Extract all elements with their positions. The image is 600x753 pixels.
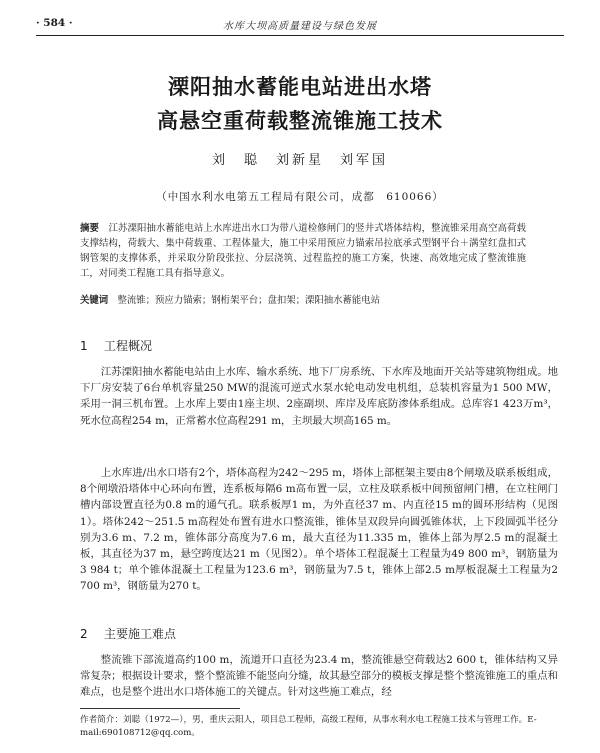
section1-paragraph-2: 上水库进/出水口塔有2个，塔体高程为242～295 m，塔体上部框架主要由8个闸墩及联系板组成，8个闸墩沿塔体中心环向布置，连系板每隔6 m高布置一层，立柱及联系板中间预留闸门槽，在立柱闸门槽内部设置直径为0.8 m的通气孔。联系板厚1 m，为外直径37 m、内直径15 m的圆环形结构（见图1）。塔体242～251.5 m高程处布置有进水口整流锥，锥体呈双段异向圆弧锥体状，上下段圆弧半径分别为3.6 m、7.2 m，锥体部分高度为7.6 m，最大直径为11.335 m，锥体上部为厚2.5 m的混凝土板，其直径为37 m，悬空跨度达21 m（见图2）。单个塔体工程混凝土工程量为49 800 m³，钢筋量为3 984 t；单个锥体混凝土工程量为123.6 m³，钢筋量为7.5 t，锥体上部2.5 m厚板混凝土工程量为2 700 m³，钢筋量为270 t。 [80,467,558,593]
affiliation: （中国水利水电第五工程局有限公司，成都 610066） [156,191,444,203]
author-footnote: 作者简介：刘聪（1972—），男，重庆云阳人，项目总工程师，高级工程师，从事水利水电工程施工技术与管理工作。E-mail:690108712@qq.com。 [80,715,537,738]
keywords-text: 整流锥；预应力锚索；钢桁架平台；盘扣架；溧阳抽水蓄能电站 [108,295,381,306]
abstract [80,221,526,281]
authors: 刘 聪 刘新星 刘军国 [211,153,388,168]
keywords-label: 关键词 [80,295,109,306]
title-line-1: 溧阳抽水蓄能电站进出水塔 [168,75,432,99]
section-title: 主要施工难点 [104,627,177,641]
running-header [36,14,564,36]
section-heading-1 [80,337,152,354]
section-number: 1 [80,339,88,353]
abstract-label: 摘要 [80,223,99,234]
section1-paragraph-1: 江苏溧阳抽水蓄能电站由上水库、输水系统、地下厂房系统、下水库及地面开关站等建筑物组成。地下厂房安装了6台单机容量250 MW的混流可逆式水泵水轮电动发电机组，总装机容量为1 500 MW，采用一洞三机布置。上水库上要由1座主坝、2座副坝、库岸及库底防渗体系组成。总库容1 423万m³，死水位高程254 m，正常蓄水位高程291 m，主坝最大坝高165 m。 [80,366,558,427]
footnote-divider [80,708,240,709]
section-heading-2 [80,625,176,642]
keywords [80,293,526,308]
abstract-text: 江苏溧阳抽水蓄能电站上水库进出水口为带八道检修闸门的竖井式塔体结构，整流锥采用高空高荷载支撑结构，荷载大、集中荷载重、工程体量大，施工中采用预应力锚索吊拉底承式型钢平台＋满堂红盘扣式钢管架的支撑体系，并采取分阶段张拉、分层浇筑、过程监控的施工方案，快速、高效地完成了整流锥施工，对同类工程施工具有指导意义。 [80,223,526,279]
section-title: 工程概况 [104,339,153,353]
section-number: 2 [80,627,88,641]
title-line-2: 高悬空重荷载整流锥施工技术 [157,109,443,133]
section2-paragraph-1: 整流锥下部流道高约100 m，流道开口直径为23.4 m，整流锥悬空荷载达2 600 t，锥体结构又异常复杂；根据设计要求，整个整流锥不能竖向分缝，故其悬空部分的模板支撑是整个整流锥施工的重点和难点，也是整个进出水口塔体施工的关键点。针对这些施工难点，经 [80,654,558,699]
page-number: · 584 · [36,17,73,29]
article-title [0,70,600,138]
journal-name: 水库大坝高质量建设与绿色发展 [223,21,377,32]
